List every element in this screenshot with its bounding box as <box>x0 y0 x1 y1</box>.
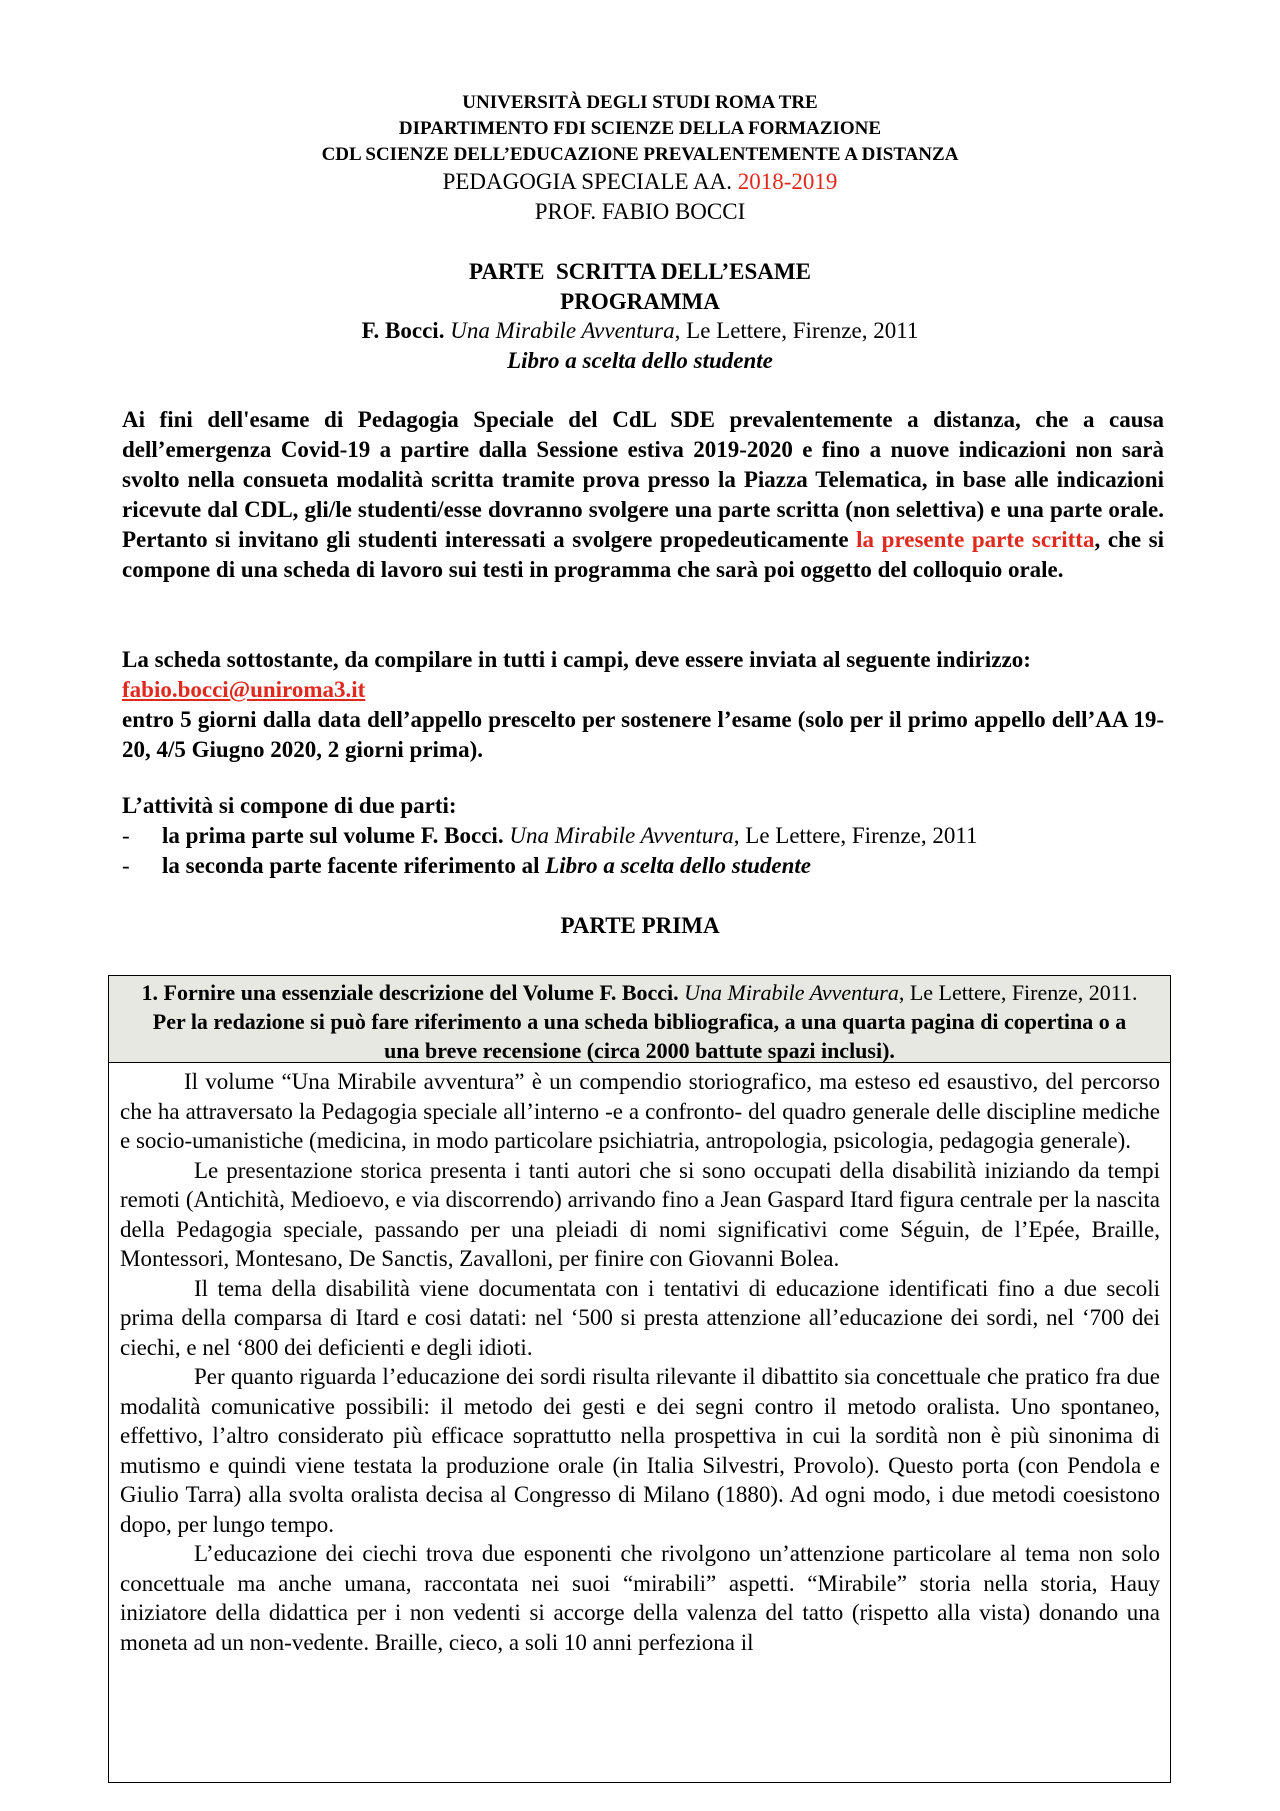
book-publisher: , Le Lettere, Firenze, 2011 <box>674 318 919 343</box>
activity-intro: L’attività si compone di due parti: <box>122 793 457 818</box>
item1-bold: la prima parte sul volume F. Bocci. <box>162 823 504 848</box>
answer-area[interactable] <box>120 1067 1160 1657</box>
question-bold-start: 1. Fornire una essenziale descrizione del Volume F. Bocci. <box>141 980 679 1005</box>
submission-paragraph <box>122 645 1164 765</box>
intro-highlight: la presente parte scritta <box>856 527 1095 552</box>
book-title: Una Mirabile Avventura <box>450 318 675 343</box>
activity-item-1 <box>162 823 978 849</box>
question-table <box>108 975 1171 1783</box>
university-name: UNIVERSITÀ DEGLI STUDI ROMA TRE <box>462 92 818 113</box>
bullet-dash: - <box>122 823 130 848</box>
item1-title: Una Mirabile Avventura <box>509 823 734 848</box>
question-bold-end: Per la redazione si può fare riferimento a una scheda bibliografica, a una quarta pagina di copertina o a una breve recensione (circa 2000 battute spazi inclusi). <box>152 1009 1127 1063</box>
answer-paragraph: Le presentazione storica presenta i tanti autori che si sono occupati della disabilità iniziando da tempi remoti (Antichità, Medioevo, e via discorrendo) arrivando fino a Jean Gaspard Itard figura centrale per la nascita della Pedagogia speciale, passando per una pleiadi di nomi significativi come Séguin, de l’Epée, Braille, Montessori, Montesano, De Sanctis, Zavalloni, per finire con Giovanni Bolea. <box>120 1157 1160 1271</box>
item2-title: Libro a scelta dello studente <box>545 853 811 878</box>
course-name: CDL SCIENZE DELL’EDUCAZIONE PREVALENTEMENTE A DISTANZA <box>321 144 959 165</box>
intro-text-end: , che si compone di una scheda di lavoro sui testi in programma che sarà poi oggetto del colloquio orale. <box>122 527 1164 582</box>
answer-paragraph: Il volume “Una Mirabile avventura” è un compendio storiografico, ma esteso ed esaustivo, del percorso che ha attraversato la Pedagogia speciale all’interno -e a confronto- del quadro generale delle discipline mediche e socio-umanistiche (medicina, in modo particolare psichiatria, antropologia, psicologia, pedagogia generale). <box>120 1069 1160 1153</box>
question-publisher: , Le Lettere, Firenze, 2011. <box>898 980 1138 1005</box>
intro-text: Ai fini dell'esame di Pedagogia Speciale del CdL SDE prevalentemente a distanza, che a causa dell’emergenza Covid-19 a partire dalla Sessione estiva 2019-2020 e fino a nuove indicazioni non sarà svolto nella consueta modalità scritta tramite prova presso la Piazza Telematica, in base alle indicazioni ricevute dal CDL, gli/le studenti/esse dovranno svolgere una parte scritta (non selettiva) e una parte orale. Pertanto si invitano gli studenti interessati a svolgere propedeuticamente <box>122 407 1164 552</box>
answer-paragraph: Il tema della disabilità viene documentata con i tentativi di educazione identificati fino a due secoli prima della comparsa di Itard e cosi datati: nel ‘500 si presta attenzione all’educazione dei sordi, nel ‘700 dei ciechi, e nel ‘800 dei deficienti e degli idioti. <box>120 1275 1160 1360</box>
bullet-dash: - <box>122 853 130 878</box>
program-book-line <box>0 318 1280 344</box>
item1-rest: , Le Lettere, Firenze, 2011 <box>733 823 978 848</box>
exam-heading: PARTE SCRITTA DELL’ESAME <box>469 259 811 284</box>
question-title: Una Mirabile Avventura <box>684 980 899 1005</box>
subject-line <box>0 169 1280 195</box>
question-header <box>109 976 1170 1063</box>
answer-paragraph: Per quanto riguarda l’educazione dei sordi risulta rilevante il dibattito sia concettuale che pratico fra due modalità comunicative possibili: il metodo dei gesti e dei segni contro il metodo oralista. Uno spontaneo, effettivo, l’altro considerato più efficace soprattutto nella prospettiva in cui la sordità non è più sinonima di mutismo e quindi viene testata la produzione orale (in Italia Silvestri, Provolo). Questo porta (con Pendola e Giulio Tarra) alla svolta oralista decisa al Congresso di Milano (1880). Ad ogni modo, i due metodi coesistono dopo, per lungo tempo. <box>120 1364 1160 1537</box>
item2-bold: la seconda parte facente riferimento al <box>162 853 540 878</box>
email-link[interactable]: fabio.bocci@uniroma3.it <box>122 677 366 702</box>
book-author: F. Bocci. <box>361 318 445 343</box>
professor-name: PROF. FABIO BOCCI <box>534 199 746 224</box>
submission-line1: La scheda sottostante, da compilare in tutti i campi, deve essere inviata al seguente indirizzo: <box>122 647 1031 672</box>
part-one-title: PARTE PRIMA <box>560 913 720 938</box>
intro-paragraph <box>122 405 1164 585</box>
academic-year: 2018-2019 <box>737 169 838 194</box>
department-name: DIPARTIMENTO FDI SCIENZE DELLA FORMAZIONE <box>398 118 882 139</box>
activity-item-2 <box>162 853 811 879</box>
program-heading: PROGRAMMA <box>560 289 720 314</box>
choice-book: Libro a scelta dello studente <box>507 348 773 373</box>
answer-paragraph: L’educazione dei ciechi trova due esponenti che rivolgono un’attenzione particolare al tema non solo concettuale ma anche umana, raccontata nei suoi “mirabili” aspetti. “Mirabile” storia nella storia, Hauy iniziatore della didattica per i non vedenti si accorge della valenza del tatto (rispetto alla vista) donando una moneta ad un non-vedente. Braille, cieco, a soli 10 anni perfeziona il <box>120 1541 1160 1655</box>
submission-line2: entro 5 giorni dalla data dell’appello prescelto per sostenere l’esame (solo per il primo appello dell’AA 19-20, 4/5 Giugno 2020, 2 giorni prima). <box>122 707 1164 762</box>
subject-prefix: PEDAGOGIA SPECIALE AA. <box>442 169 738 194</box>
